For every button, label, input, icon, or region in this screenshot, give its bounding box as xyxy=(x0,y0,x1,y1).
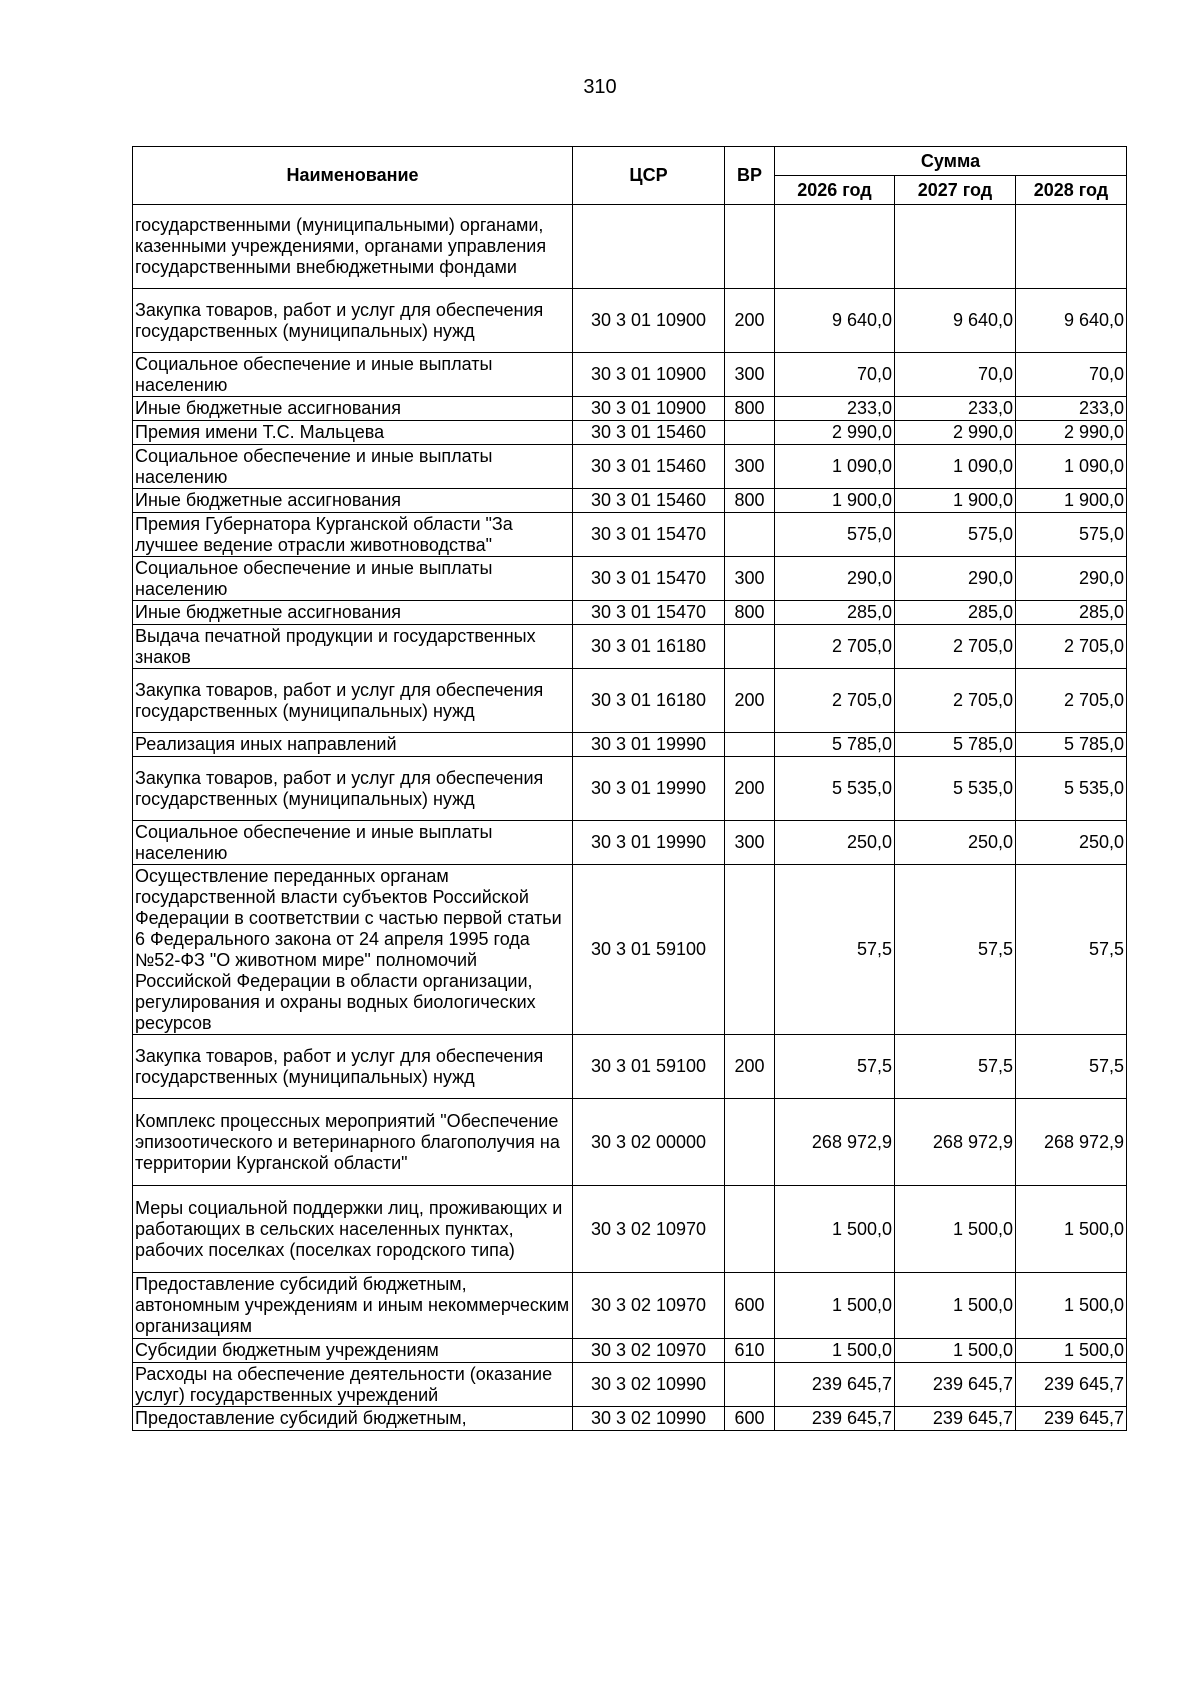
cell-vr: 800 xyxy=(725,397,775,421)
table-row xyxy=(133,557,1127,601)
cell-csr: 30 3 01 15470 xyxy=(573,513,725,557)
cell-name: Премия имени Т.С. Мальцева xyxy=(133,421,573,445)
cell-2028: 290,0 xyxy=(1016,557,1127,601)
cell-csr: 30 3 02 10970 xyxy=(573,1273,725,1339)
cell-vr: 610 xyxy=(725,1339,775,1363)
cell-name: Закупка товаров, работ и услуг для обеспечения государственных (муниципальных) нужд xyxy=(133,757,573,821)
cell-2027: 1 500,0 xyxy=(895,1273,1016,1339)
cell-name: Реализация иных направлений xyxy=(133,733,573,757)
cell-2028: 9 640,0 xyxy=(1016,289,1127,353)
cell-name: Иные бюджетные ассигнования xyxy=(133,489,573,513)
cell-vr: 300 xyxy=(725,353,775,397)
table-row xyxy=(133,289,1127,353)
cell-name: Предоставление субсидий бюджетным, автономным учреждениям и иным некоммерческим организациям xyxy=(133,1273,573,1339)
table-row xyxy=(133,601,1127,625)
cell-2028 xyxy=(1016,205,1127,289)
table-row xyxy=(133,513,1127,557)
cell-name: Закупка товаров, работ и услуг для обеспечения государственных (муниципальных) нужд xyxy=(133,669,573,733)
cell-vr xyxy=(725,205,775,289)
cell-vr: 300 xyxy=(725,445,775,489)
cell-2028: 1 500,0 xyxy=(1016,1186,1127,1273)
cell-2026: 57,5 xyxy=(775,1035,895,1099)
cell-vr xyxy=(725,513,775,557)
cell-csr xyxy=(573,205,725,289)
cell-vr: 200 xyxy=(725,757,775,821)
cell-2028: 2 990,0 xyxy=(1016,421,1127,445)
cell-name: Премия Губернатора Курганской области "За лучшее ведение отрасли животноводства" xyxy=(133,513,573,557)
cell-csr: 30 3 01 10900 xyxy=(573,397,725,421)
cell-csr: 30 3 01 15470 xyxy=(573,557,725,601)
cell-2028: 1 500,0 xyxy=(1016,1273,1127,1339)
cell-2027: 2 705,0 xyxy=(895,625,1016,669)
cell-name: Закупка товаров, работ и услуг для обеспечения государственных (муниципальных) нужд xyxy=(133,289,573,353)
cell-name: Социальное обеспечение и иные выплаты населению xyxy=(133,445,573,489)
cell-name: Социальное обеспечение и иные выплаты населению xyxy=(133,821,573,865)
cell-name: Комплекс процессных мероприятий "Обеспечение эпизоотического и ветеринарного благополучия на территории Курганской области" xyxy=(133,1099,573,1186)
cell-2026: 2 705,0 xyxy=(775,625,895,669)
cell-vr xyxy=(725,1363,775,1407)
table-row xyxy=(133,669,1127,733)
table-row xyxy=(133,1407,1127,1431)
cell-vr xyxy=(725,733,775,757)
cell-name: Предоставление субсидий бюджетным, xyxy=(133,1407,573,1431)
cell-2026: 290,0 xyxy=(775,557,895,601)
cell-2026: 70,0 xyxy=(775,353,895,397)
cell-2028: 5 535,0 xyxy=(1016,757,1127,821)
cell-2027: 290,0 xyxy=(895,557,1016,601)
cell-2026: 2 990,0 xyxy=(775,421,895,445)
table-header xyxy=(133,147,1127,205)
cell-csr: 30 3 01 10900 xyxy=(573,289,725,353)
cell-vr: 800 xyxy=(725,489,775,513)
cell-2026: 1 900,0 xyxy=(775,489,895,513)
cell-name: Меры социальной поддержки лиц, проживающих и работающих в сельских населенных пунктах, рабочих поселках (поселках городского типа) xyxy=(133,1186,573,1273)
cell-csr: 30 3 01 19990 xyxy=(573,821,725,865)
cell-vr: 300 xyxy=(725,557,775,601)
table-row xyxy=(133,1099,1127,1186)
header-csr: ЦСР xyxy=(573,147,725,205)
cell-csr: 30 3 02 00000 xyxy=(573,1099,725,1186)
cell-2026: 5 785,0 xyxy=(775,733,895,757)
cell-2028: 2 705,0 xyxy=(1016,669,1127,733)
cell-csr: 30 3 01 10900 xyxy=(573,353,725,397)
cell-2028: 1 900,0 xyxy=(1016,489,1127,513)
cell-vr xyxy=(725,1099,775,1186)
cell-vr xyxy=(725,625,775,669)
cell-2026: 575,0 xyxy=(775,513,895,557)
cell-2027: 1 500,0 xyxy=(895,1186,1016,1273)
cell-2026: 239 645,7 xyxy=(775,1407,895,1431)
header-year-2026: 2026 год xyxy=(775,176,895,205)
cell-2028: 285,0 xyxy=(1016,601,1127,625)
cell-csr: 30 3 02 10990 xyxy=(573,1407,725,1431)
cell-2027: 1 090,0 xyxy=(895,445,1016,489)
table-row xyxy=(133,625,1127,669)
cell-vr xyxy=(725,1186,775,1273)
header-name: Наименование xyxy=(133,147,573,205)
header-vr: ВР xyxy=(725,147,775,205)
cell-csr: 30 3 01 15470 xyxy=(573,601,725,625)
table-row xyxy=(133,1186,1127,1273)
cell-name: Социальное обеспечение и иные выплаты населению xyxy=(133,353,573,397)
cell-vr: 600 xyxy=(725,1273,775,1339)
table-row xyxy=(133,757,1127,821)
cell-2028: 233,0 xyxy=(1016,397,1127,421)
cell-csr: 30 3 02 10970 xyxy=(573,1339,725,1363)
cell-vr: 600 xyxy=(725,1407,775,1431)
cell-2027: 233,0 xyxy=(895,397,1016,421)
cell-vr: 300 xyxy=(725,821,775,865)
table-row xyxy=(133,489,1127,513)
cell-csr: 30 3 01 59100 xyxy=(573,1035,725,1099)
cell-2026: 233,0 xyxy=(775,397,895,421)
cell-2028: 5 785,0 xyxy=(1016,733,1127,757)
cell-2027: 575,0 xyxy=(895,513,1016,557)
cell-vr: 200 xyxy=(725,289,775,353)
cell-2028: 1 090,0 xyxy=(1016,445,1127,489)
cell-csr: 30 3 02 10970 xyxy=(573,1186,725,1273)
cell-2027: 9 640,0 xyxy=(895,289,1016,353)
table-row xyxy=(133,353,1127,397)
table-row xyxy=(133,1363,1127,1407)
cell-name: Субсидии бюджетным учреждениям xyxy=(133,1339,573,1363)
cell-2027: 1 500,0 xyxy=(895,1339,1016,1363)
table-row xyxy=(133,1035,1127,1099)
cell-2026: 285,0 xyxy=(775,601,895,625)
cell-name: Осуществление переданных органам государственной власти субъектов Российской Федерации в соответствии с частью первой статьи 6 Федерального закона от 24 апреля 1995 года №52-ФЗ "О животном мире" полномочий Российской Федерации в области организации, регулирования и охраны водных биологических ресурсов xyxy=(133,865,573,1035)
cell-vr xyxy=(725,421,775,445)
header-year-2027: 2027 год xyxy=(895,176,1016,205)
cell-2026: 57,5 xyxy=(775,865,895,1035)
table-row xyxy=(133,1273,1127,1339)
table-row xyxy=(133,397,1127,421)
cell-2028: 239 645,7 xyxy=(1016,1363,1127,1407)
cell-vr xyxy=(725,865,775,1035)
cell-2028: 575,0 xyxy=(1016,513,1127,557)
cell-csr: 30 3 01 15460 xyxy=(573,445,725,489)
table-row xyxy=(133,733,1127,757)
cell-2026: 1 500,0 xyxy=(775,1186,895,1273)
cell-2027: 2 990,0 xyxy=(895,421,1016,445)
cell-2027: 5 535,0 xyxy=(895,757,1016,821)
cell-2027: 250,0 xyxy=(895,821,1016,865)
cell-2027: 1 900,0 xyxy=(895,489,1016,513)
cell-csr: 30 3 01 15460 xyxy=(573,489,725,513)
cell-name: Социальное обеспечение и иные выплаты населению xyxy=(133,557,573,601)
cell-2027 xyxy=(895,205,1016,289)
cell-name: Выдача печатной продукции и государственных знаков xyxy=(133,625,573,669)
cell-csr: 30 3 01 59100 xyxy=(573,865,725,1035)
cell-vr: 200 xyxy=(725,669,775,733)
cell-2026: 9 640,0 xyxy=(775,289,895,353)
cell-2026 xyxy=(775,205,895,289)
page-number: 310 xyxy=(583,76,617,98)
cell-2026: 5 535,0 xyxy=(775,757,895,821)
cell-2028: 239 645,7 xyxy=(1016,1407,1127,1431)
cell-2027: 57,5 xyxy=(895,865,1016,1035)
cell-2028: 57,5 xyxy=(1016,865,1127,1035)
table-row xyxy=(133,821,1127,865)
cell-2027: 239 645,7 xyxy=(895,1407,1016,1431)
cell-2027: 5 785,0 xyxy=(895,733,1016,757)
cell-2028: 268 972,9 xyxy=(1016,1099,1127,1186)
cell-2026: 1 090,0 xyxy=(775,445,895,489)
header-year-2028: 2028 год xyxy=(1016,176,1127,205)
cell-csr: 30 3 01 16180 xyxy=(573,625,725,669)
cell-name: государственными (муниципальными) органами, казенными учреждениями, органами управления государственными внебюджетными фондами xyxy=(133,205,573,289)
header-sum: Сумма xyxy=(775,147,1127,176)
cell-2028: 250,0 xyxy=(1016,821,1127,865)
cell-2026: 250,0 xyxy=(775,821,895,865)
table-row xyxy=(133,865,1127,1035)
table-row xyxy=(133,205,1127,289)
cell-csr: 30 3 01 19990 xyxy=(573,757,725,821)
table-row xyxy=(133,421,1127,445)
cell-vr: 200 xyxy=(725,1035,775,1099)
budget-table xyxy=(132,146,1127,1431)
cell-2026: 239 645,7 xyxy=(775,1363,895,1407)
cell-2027: 57,5 xyxy=(895,1035,1016,1099)
cell-2026: 1 500,0 xyxy=(775,1339,895,1363)
cell-csr: 30 3 01 19990 xyxy=(573,733,725,757)
table-row xyxy=(133,1339,1127,1363)
table-row xyxy=(133,445,1127,489)
table-body xyxy=(133,205,1127,1431)
cell-name: Иные бюджетные ассигнования xyxy=(133,397,573,421)
cell-csr: 30 3 01 15460 xyxy=(573,421,725,445)
cell-2026: 2 705,0 xyxy=(775,669,895,733)
cell-2027: 2 705,0 xyxy=(895,669,1016,733)
cell-csr: 30 3 02 10990 xyxy=(573,1363,725,1407)
cell-name: Иные бюджетные ассигнования xyxy=(133,601,573,625)
cell-2028: 57,5 xyxy=(1016,1035,1127,1099)
cell-vr: 800 xyxy=(725,601,775,625)
cell-2027: 268 972,9 xyxy=(895,1099,1016,1186)
cell-2028: 1 500,0 xyxy=(1016,1339,1127,1363)
cell-2027: 285,0 xyxy=(895,601,1016,625)
cell-2026: 268 972,9 xyxy=(775,1099,895,1186)
cell-name: Закупка товаров, работ и услуг для обеспечения государственных (муниципальных) нужд xyxy=(133,1035,573,1099)
cell-2027: 70,0 xyxy=(895,353,1016,397)
cell-2028: 2 705,0 xyxy=(1016,625,1127,669)
cell-2027: 239 645,7 xyxy=(895,1363,1016,1407)
cell-name: Расходы на обеспечение деятельности (оказание услуг) государственных учреждений xyxy=(133,1363,573,1407)
cell-2026: 1 500,0 xyxy=(775,1273,895,1339)
cell-2028: 70,0 xyxy=(1016,353,1127,397)
cell-csr: 30 3 01 16180 xyxy=(573,669,725,733)
